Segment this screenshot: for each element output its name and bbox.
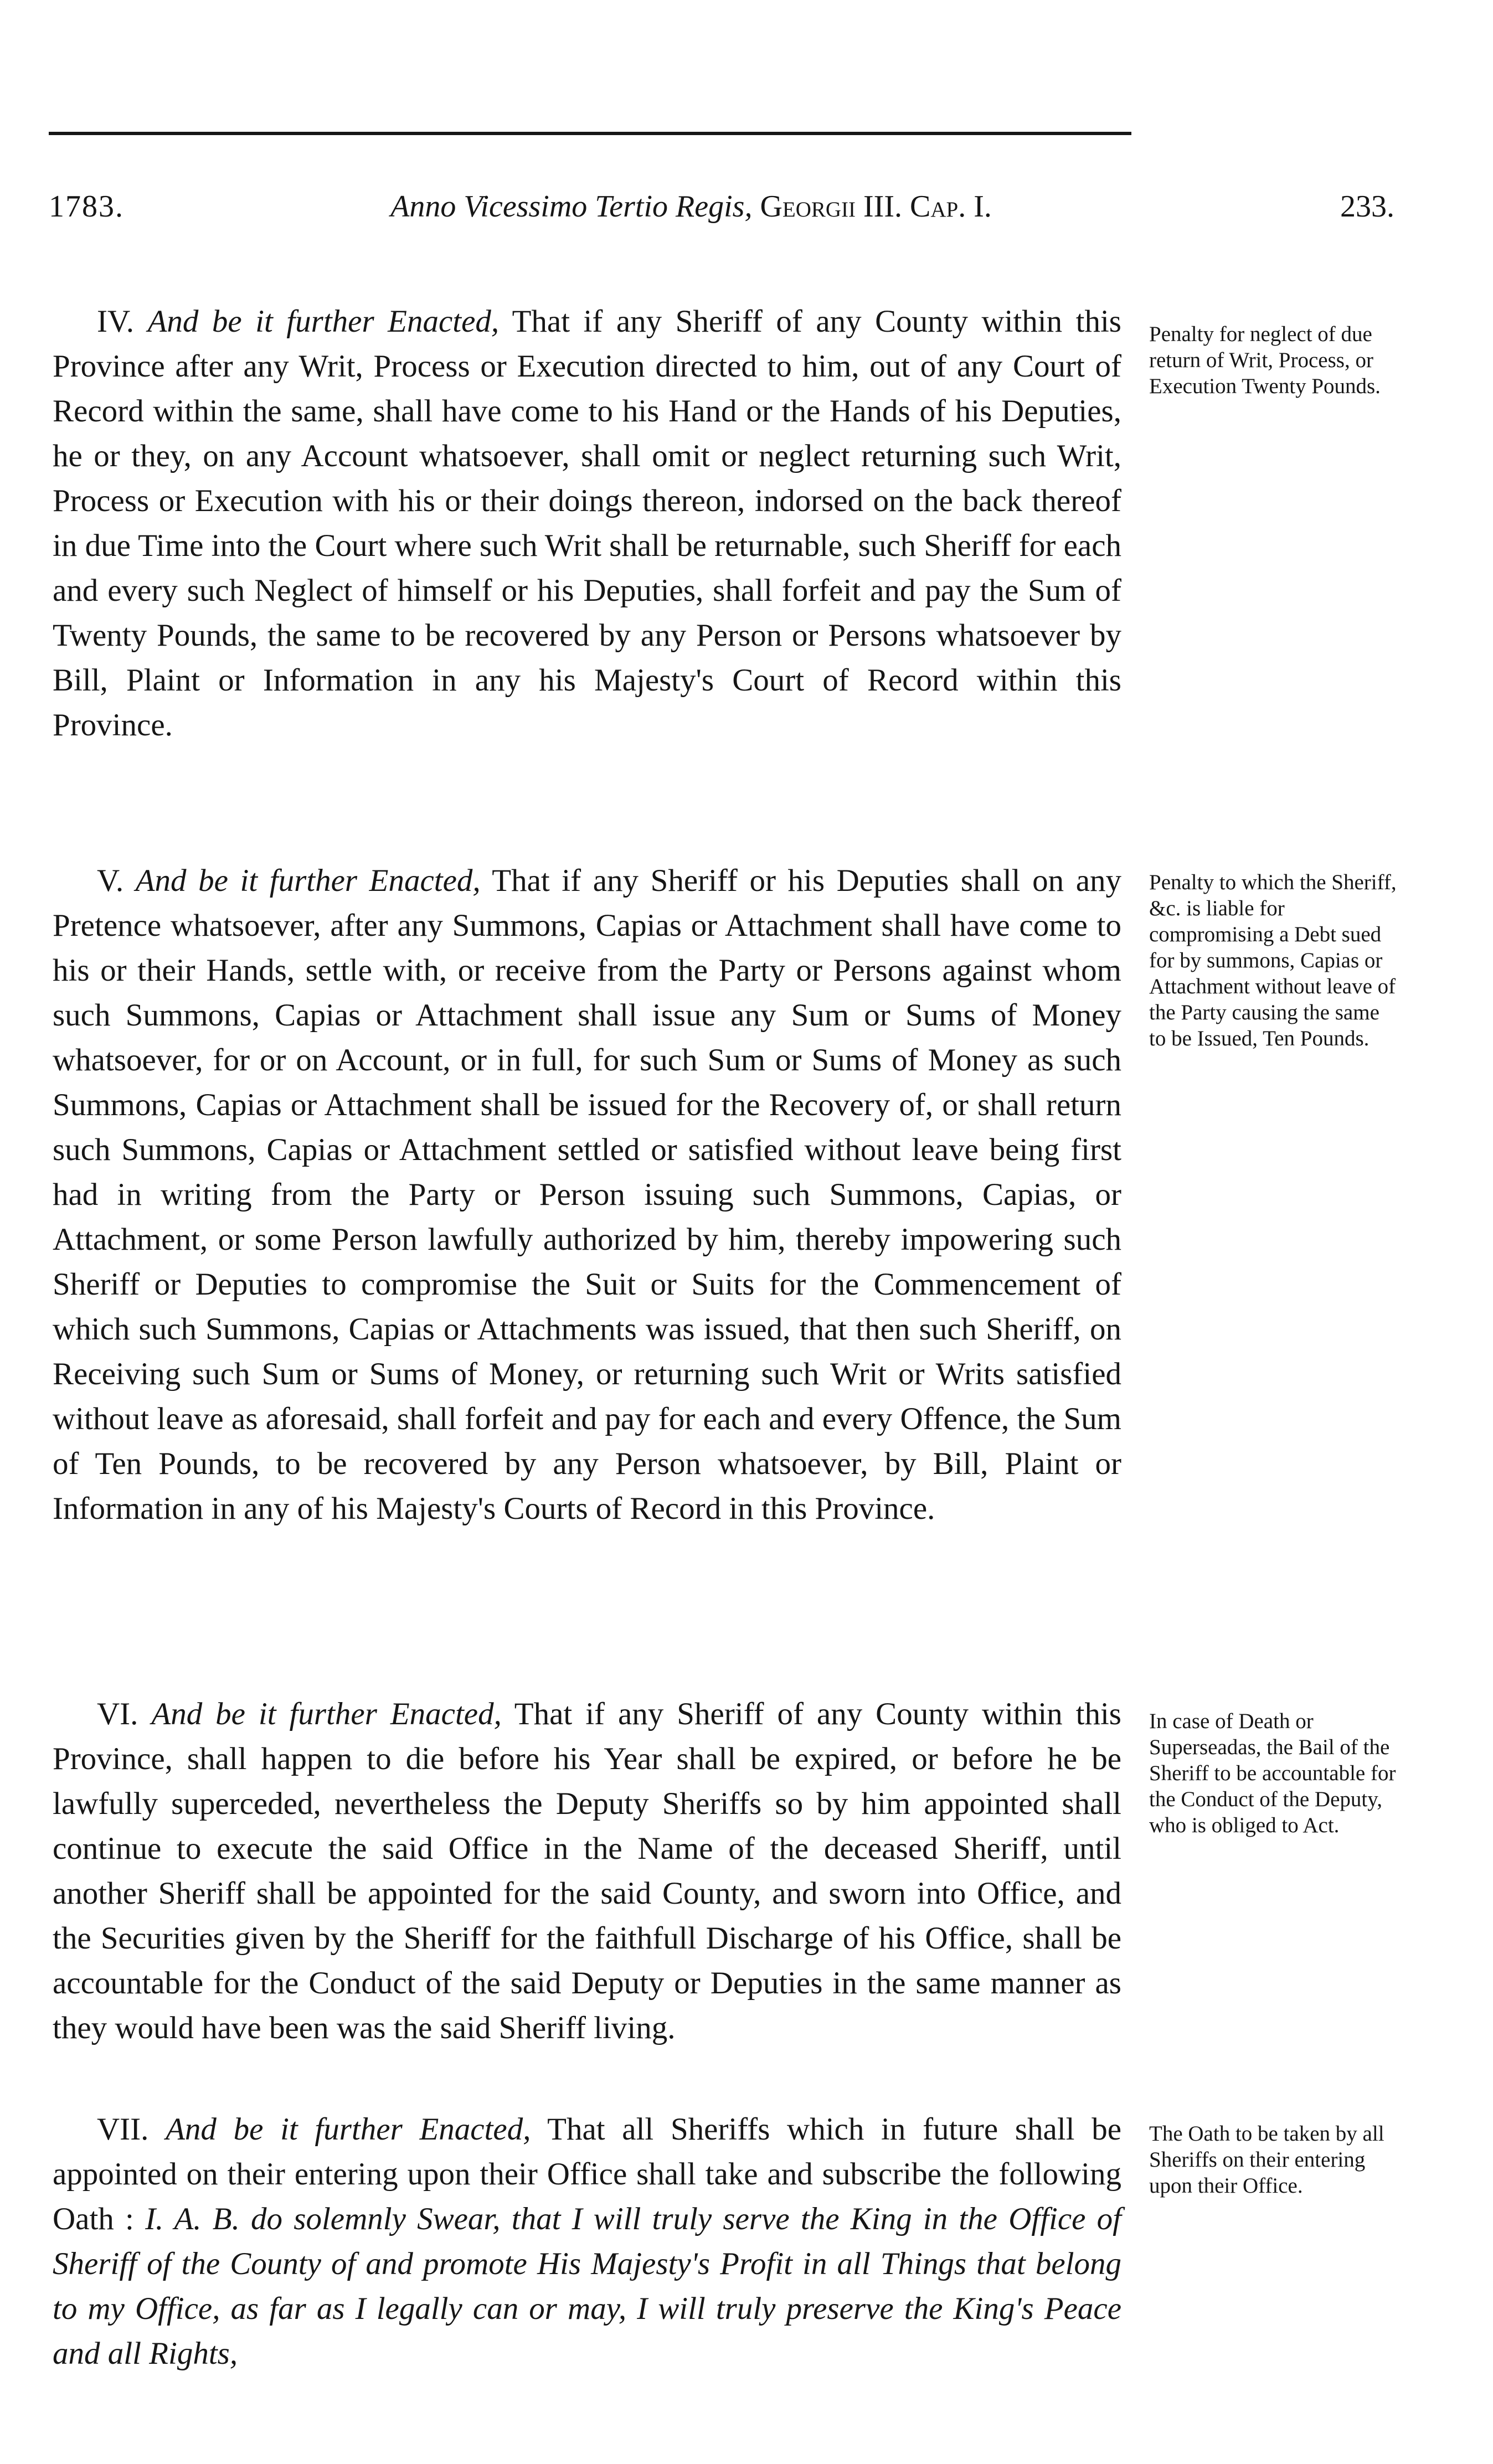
section-iv-paragraph	[53, 299, 1121, 748]
section-vi-heading: And be it further Enacted,	[151, 1697, 502, 1731]
header-year: 1783.	[49, 189, 124, 224]
section-vi	[53, 1692, 1121, 2050]
section-vii-text: That all Sheriffs which in future shall be appointed on their entering upon their Office shall take and subscribe the following Oath :	[53, 2112, 1121, 2236]
section-v-paragraph	[53, 858, 1121, 1531]
margin-note-iv: Penalty for neglect of due return of Writ, Process, or Execution Twenty Pounds.	[1149, 322, 1381, 398]
section-iv-text: That if any Sheriff of any County within this Province after any Writ, Process or Execution directed to him, out of any Court of Record within the same, shall have come to his Hand or the Hands of his Deputies, he or they, on any Account whatsoever, shall omit or neglect returning such Writ, Process or Execution with his or their doings thereon, indorsed on the back thereof in due Time into the Court where such Writ shall be returnable, such Sheriff for each and every such Neglect of himself or his Deputies, shall forfeit and pay the Sum of Twenty Pounds, the same to be recovered by any Person or Persons whatsoever by Bill, Plaint or Information in any his Majesty's Court of Record within this Province.	[53, 304, 1121, 743]
section-vii-heading: And be it further Enacted,	[166, 2112, 531, 2147]
section-iv	[53, 299, 1121, 748]
section-vii	[53, 2107, 1121, 2376]
section-v	[53, 858, 1121, 1531]
header-title	[231, 176, 1151, 237]
section-v-text: That if any Sheriff or his Deputies shall on any Pretence whatsoever, after any Summons, Capias or Attachment shall have come to his or their Hands, settle with, or receive from the Party or Persons against whom such Summons, Capias or Attachment shall issue any Sum or Sums of Money whatsoever, for or on Account, or in full, for such Sum or Sums of Money as such Summons, Capias or Attachment shall be issued for the Recovery of, or shall return such Summons, Capias or Attachment settled or satisfied without leave being first had in writing from the Party or Person issuing such Summons, Capias, or Attachment, or some Person lawfully authorized by him, thereby impowering such Sheriff or Deputies to compromise the Suit or Suits for the Commencement of which such Summons, Capias or Attachments was issued, that then such Sheriff, on Receiving such Sum or Sums of Money, or returning such Writ or Writs satisfied without leave as aforesaid, shall forfeit and pay for each and every Offence, the Sum of Ten Pounds, to be recovered by any Person whatsoever, by Bill, Plaint or Information in any of his Majesty's Courts of Record in this Province.	[53, 863, 1121, 1526]
header-rule	[49, 132, 1131, 135]
margin-note-v: Penalty to which the Sheriff, &c. is liable for compromising a Debt sued for by summons, Capias or Attachment without leave of the Party causing the same to be Issued, Ten Pounds.	[1149, 870, 1397, 1050]
section-vi-number: VI.	[97, 1697, 138, 1731]
section-vi-paragraph	[53, 1692, 1121, 2050]
margin-note-vi: In case of Death or Superseadas, the Bail of the Sheriff to be accountable for the Conduct of the Deputy, who is obliged to Act.	[1149, 1709, 1396, 1837]
running-header	[49, 176, 1422, 237]
section-vii-paragraph	[53, 2107, 1121, 2376]
header-title-king: Georgii III.	[760, 189, 902, 224]
section-vii-number: VII.	[97, 2112, 149, 2147]
margin-note-vii: The Oath to be taken by all Sheriffs on their entering upon their Office.	[1149, 2122, 1384, 2198]
section-vii-oath: I. A. B. do solemnly Swear, that I will truly serve the King in the Office of Sheriff of the County of and promote His Majesty's Profit in all Things that belong to my Office, as far as I legally can or may, I will truly preserve the King's Peace and all Rights,	[53, 2202, 1122, 2371]
section-v-number: V.	[97, 863, 124, 898]
section-v-heading: And be it further Enacted,	[135, 863, 481, 898]
header-title-cap: Cap. I.	[909, 189, 992, 224]
header-title-italic: Anno Vicessimo Tertio Regis,	[390, 189, 753, 224]
page-number: 233.	[1340, 189, 1394, 224]
section-iv-heading: And be it further Enacted,	[147, 304, 500, 339]
section-iv-number: IV.	[97, 304, 135, 339]
section-vi-text: That if any Sheriff of any County within this Province, shall happen to die before his Year shall be expired, or before he be lawfully superceded, nevertheless the Deputy Sheriffs so by him appointed shall continue to execute the said Office in the Name of the deceased Sheriff, until another Sheriff shall be appointed for the said County, and sworn into Office, and the Securities given by the Sheriff for the faithfull Discharge of his Office, shall be accountable for the Conduct of the said Deputy or Deputies in the same manner as they would have been was the said Sheriff living.	[53, 1697, 1121, 2045]
